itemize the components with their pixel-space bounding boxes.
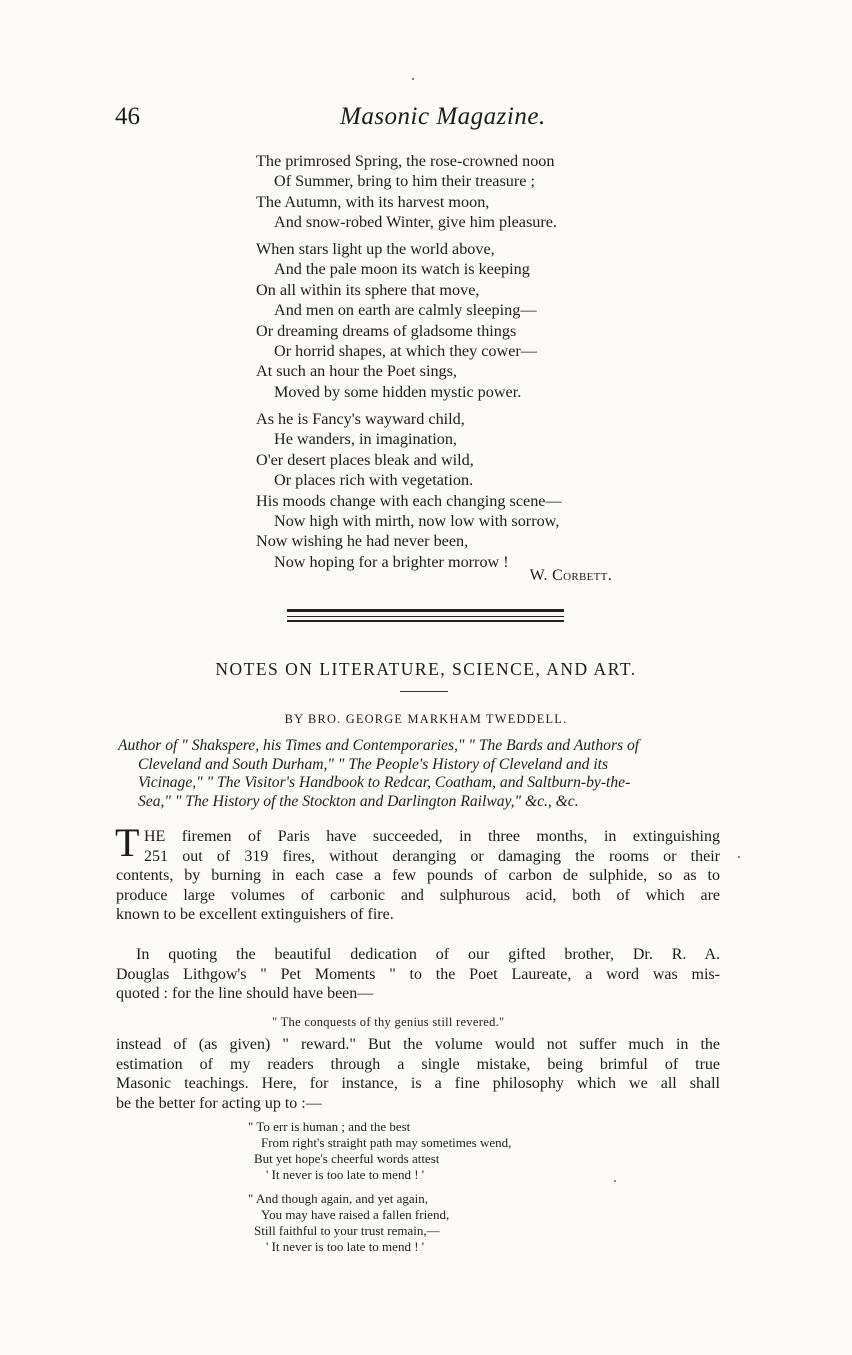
poem-line: Now high with mirth, now low with sorrow, — [274, 512, 560, 531]
verse-line: From right's straight path may sometimes wend, — [261, 1134, 512, 1150]
credits-line: Vicinage," " The Visitor's Handbook to Redcar, Coatham, and Saltburn-by-the- — [138, 774, 631, 791]
poem-stanza-1 — [256, 151, 557, 233]
paragraph-line: contents, by burning in each case a few pounds of carbon de sulphide, so as to — [116, 867, 720, 885]
poem-line: And snow-robed Winter, give him pleasure. — [274, 213, 557, 232]
paragraph-dedication — [116, 945, 720, 1004]
byline: BY BRO. GEORGE MARKHAM TWEDDELL. — [284, 712, 568, 726]
credits-line: Author of " Shakspere, his Times and Contemporaries," " The Bards and Authors of — [118, 737, 640, 754]
poem-line: When stars light up the world above, — [256, 240, 495, 258]
poem-author: W. Corbett. — [529, 567, 612, 584]
poem-stanza-3 — [256, 409, 562, 572]
quoted-verse-2 — [248, 1191, 449, 1255]
paragraph-philosophy — [116, 1035, 720, 1113]
running-title: Masonic Magazine. — [340, 103, 546, 130]
poem-line: At such an hour the Poet sings, — [256, 362, 457, 381]
poem-line: And the pale moon its watch is keeping — [274, 260, 530, 279]
poem-line: Now wishing he had never been, — [256, 532, 469, 551]
paragraph-line: estimation of my readers through a single mistake, being brimful of true — [116, 1055, 720, 1073]
block-quote: " The conquests of thy genius still revered." — [272, 1015, 505, 1029]
poem-line: O'er desert places bleak and wild, — [256, 450, 474, 469]
print-speck — [738, 856, 740, 858]
poem-line: His moods change with each changing scene— — [256, 491, 562, 510]
verse-line: Still faithful to your trust remain,— — [254, 1222, 440, 1238]
paragraph-line: 251 out of 319 fires, without deranging or damaging the rooms or their — [144, 847, 720, 865]
credits-line: Sea," " The History of the Stockton and Darlington Railway," &c., &c. — [138, 792, 579, 810]
paragraph-line: HE firemen of Paris have succeeded, in three months, in extinguishing — [144, 828, 720, 845]
verse-line: " To err is human ; and the best — [248, 1119, 411, 1134]
poem-line: Now hoping for a brighter morrow ! — [274, 552, 509, 571]
title-underline — [400, 691, 448, 692]
section-divider — [287, 616, 564, 617]
poem-line: Or places rich with vegetation. — [274, 471, 474, 490]
verse-line: " And though again, and yet again, — [248, 1191, 429, 1206]
verse-line: ' It never is too late to mend ! ' — [266, 1166, 425, 1182]
section-title: NOTES ON LITERATURE, SCIENCE, AND ART. — [215, 659, 637, 679]
print-speck — [614, 1180, 616, 1182]
verse-line: ' It never is too late to mend ! ' — [266, 1238, 425, 1254]
paragraph-line: quoted : for the line should have been— — [116, 985, 374, 1003]
section-divider — [287, 620, 564, 622]
poem-line: As he is Fancy's wayward child, — [256, 410, 465, 428]
poem-line: And men on earth are calmly sleeping— — [274, 301, 537, 320]
poem-stanza-2 — [256, 239, 537, 402]
paragraph-line: In quoting the beautiful dedication of our gifted brother, Dr. R. A. — [136, 946, 720, 963]
quoted-verse-1 — [248, 1119, 511, 1183]
paragraph-line: produce large volumes of carbonic and sulphurous acid, both of which are — [116, 886, 720, 904]
paragraph-line: instead of (as given) " reward." But the volume would not suffer much in the — [116, 1036, 720, 1053]
poem-line: Or dreaming dreams of gladsome things — [256, 321, 517, 340]
page-number: 46 — [115, 103, 140, 130]
paragraph-line: Masonic teachings. Here, for instance, is a fine philosophy which we all shall — [116, 1075, 720, 1093]
poem-line: The Autumn, with its harvest moon, — [256, 192, 490, 211]
poem-line: On all within its sphere that move, — [256, 280, 480, 299]
author-credits — [118, 737, 733, 811]
poem-line: The primrosed Spring, the rose-crowned noon — [256, 152, 555, 170]
paragraph-line: Douglas Lithgow's " Pet Moments " to the Poet Laureate, a word was mis- — [116, 965, 720, 983]
poem-line: Or horrid shapes, at which they cower— — [274, 342, 537, 361]
verse-line: You may have raised a fallen friend, — [261, 1206, 450, 1222]
print-speck — [412, 78, 414, 80]
poem-line: Of Summer, bring to him their treasure ; — [274, 172, 535, 191]
poem-line: Moved by some hidden mystic power. — [274, 382, 522, 401]
section-divider — [287, 609, 564, 612]
drop-cap: T — [115, 820, 140, 865]
verse-line: But yet hope's cheerful words attest — [254, 1150, 440, 1166]
paragraph-line: be the better for acting up to :— — [116, 1094, 322, 1112]
paragraph-firemen — [116, 827, 720, 925]
poem-line: He wanders, in imagination, — [274, 430, 457, 449]
paragraph-line: known to be excellent extinguishers of fire. — [116, 906, 394, 924]
credits-line: Cleveland and South Durham," " The People's History of Cleveland and its — [138, 755, 609, 773]
